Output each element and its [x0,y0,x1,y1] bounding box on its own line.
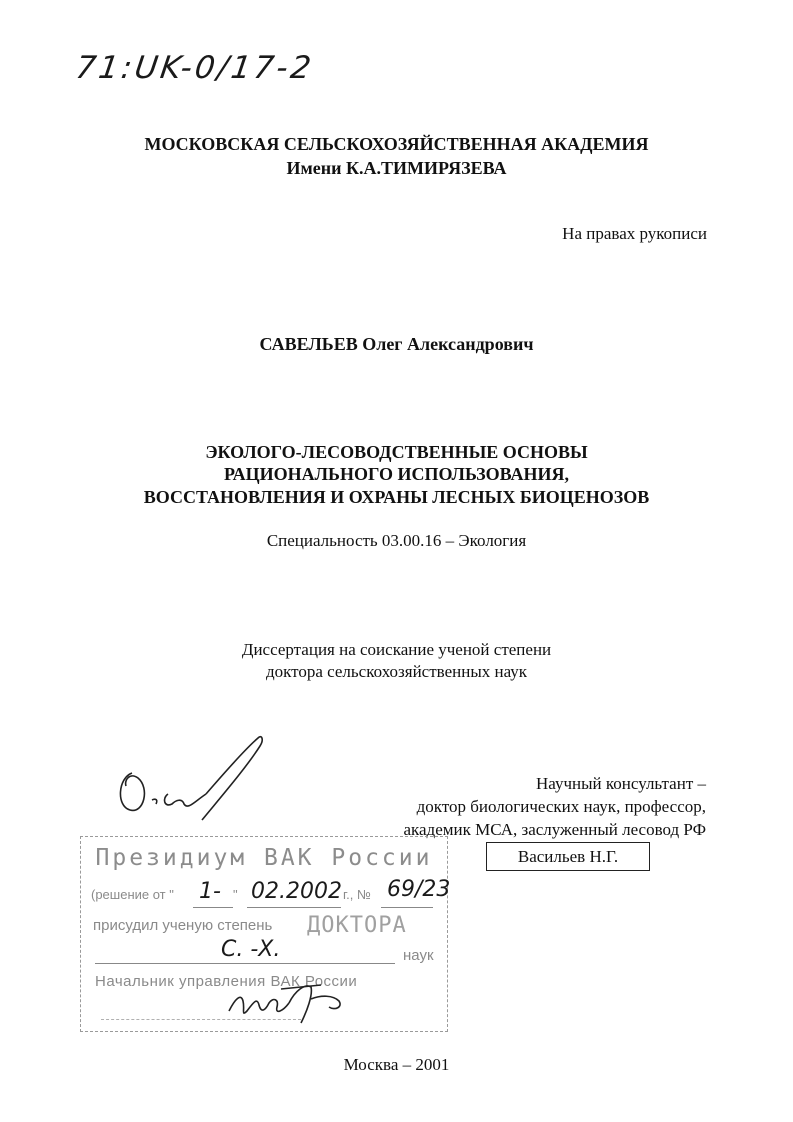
author-signature [110,728,280,828]
stamp-underline-day [193,907,233,908]
author-given-names: Олег Александрович [362,334,534,354]
dissertation-title-line-3: ВОССТАНОВЛЕНИЯ И ОХРАНЫ ЛЕСНЫХ БИОЦЕНОЗОВ [143,487,650,507]
stamp-decision-day: 1- [199,879,221,904]
stamp-year-suffix: г., № [343,887,371,902]
stamp-field-suffix: наук [403,947,434,964]
consultant-label: Научный консультант – [536,774,706,793]
stamp-underline-number [381,907,433,908]
institution-subtitle: Имени К.А.ТИМИРЯЗЕВА [286,158,507,178]
stamp-underline-month [247,907,341,908]
dissertation-title-line-1: ЭКОЛОГО-ЛЕСОВОДСТВЕННЫЕ ОСНОВЫ [205,442,588,462]
institution-name: МОСКОВСКАЯ СЕЛЬСКОХОЗЯЙСТВЕННАЯ АКАДЕМИЯ [144,134,649,154]
handwritten-archive-code: 71:UK-0/17-2 [73,50,317,86]
consultant-name-box: Васильев Н.Г. [486,842,650,871]
stamp-title: Президиум ВАК России [95,845,433,871]
stamp-quote: " [233,887,238,902]
stamp-chief-title: Начальник управления ВАК России [95,973,358,990]
consultant-titles: академик МСА, заслуженный лесовод РФ [403,820,706,839]
specialty: Специальность 03.00.16 – Экология [266,531,527,550]
author-surname: САВЕЛЬЕВ [259,334,358,354]
stamp-decision-month: 02.2002 [251,879,342,904]
vak-stamp [80,836,451,1032]
consultant-degree: доктор биологических наук, профессор, [416,797,706,816]
degree-line-1: Диссертация на соискание ученой степени [241,640,552,659]
stamp-chief-signature [221,977,391,1031]
stamp-decision-number: 69/23 [387,877,451,902]
author-name [0,333,793,356]
city-year: Москва – 2001 [343,1055,450,1074]
dissertation-title-line-2: РАЦИОНАЛЬНОГО ИСПОЛЬЗОВАНИЯ, [223,464,570,484]
stamp-degree: ДОКТОРА [307,913,407,938]
stamp-field-handwritten: С. -Х. [221,937,281,962]
stamp-decision-prefix: (решение от " [91,887,174,902]
stamp-underline-field [95,963,395,964]
stamp-awarded-text: присудил ученую степень [93,917,273,934]
degree-line-2: доктора сельскохозяйственных наук [265,662,528,681]
manuscript-rights-note: На правах рукописи [562,224,707,243]
stamp-signature-line [101,1019,301,1020]
